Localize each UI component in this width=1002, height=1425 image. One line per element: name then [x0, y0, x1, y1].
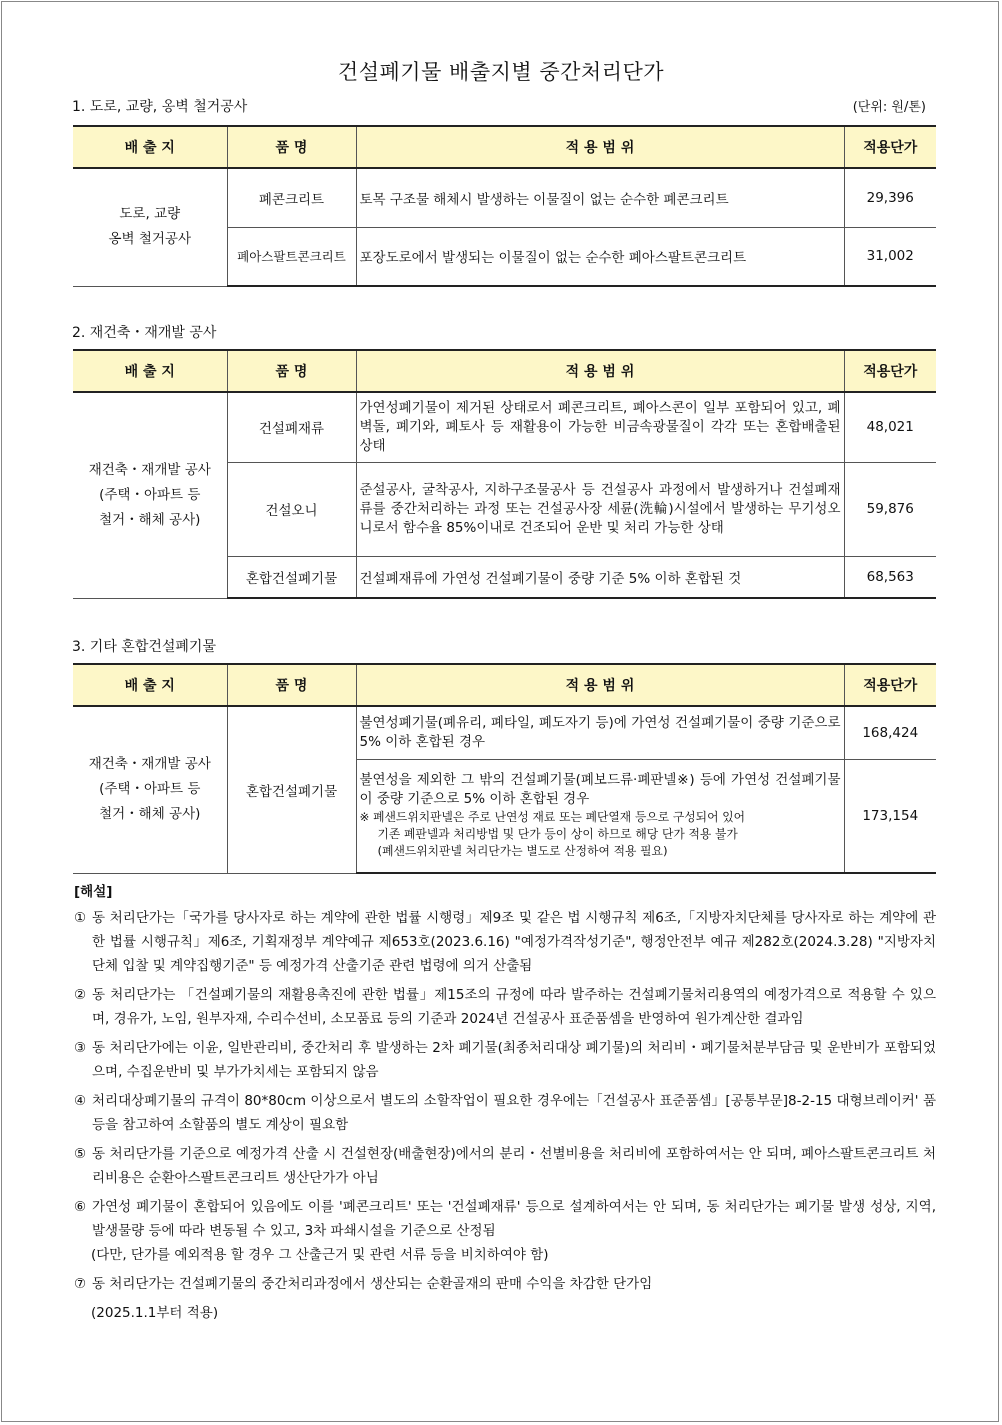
page-title: 건설폐기물 배출지별 중간처리단가 — [337, 60, 665, 84]
price-cell: 173,154 — [844, 759, 936, 873]
scope-cell: 건설폐재류에 가연성 건설폐기물이 중량 기준 5% 이하 혼합된 것 — [356, 556, 844, 598]
item-cell: 건설오니 — [227, 462, 356, 556]
source-cell: 재건축・재개발 공사 (주택・아파트 등 철거・해체 공사) — [73, 706, 227, 873]
scope-cell: 준설공사, 굴착공사, 지하구조물공사 등 건설공사 과정에서 발생하거나 건설폐재류를 중간처리하는 과정 또는 건설공사장 세륜(洗輪)시설에서 발생하는 무기성오니로서 함수율 85%이내로 건조되어 운반 및 처리 가능한 상태 — [356, 462, 844, 556]
item-number: ⑥ — [74, 1199, 87, 1215]
explanation-item — [74, 906, 936, 978]
header-price: 적용단가 — [844, 126, 936, 168]
table-header-row — [73, 664, 936, 706]
item-text: 동 처리단가는 건설폐기물의 중간처리과정에서 생산되는 순환골재의 판매 수익을 차감한 단가임 — [92, 1276, 653, 1292]
item-cell: 폐콘크리트 — [227, 168, 356, 227]
item-number: ⑤ — [74, 1146, 87, 1162]
table-header-row — [73, 126, 936, 168]
section3-table — [73, 663, 936, 874]
section1-heading: 1. 도로, 교량, 옹벽 철거공사 — [72, 99, 248, 115]
item-number: ② — [74, 987, 87, 1003]
header-item: 품 명 — [227, 664, 356, 706]
explanation-section — [74, 880, 936, 1325]
price-cell: 68,563 — [844, 556, 936, 598]
item-number: ① — [74, 910, 87, 926]
note-line-1: ※ 폐샌드위치판넬은 주로 난연성 재료 또는 폐단열재 등으로 구성되어 있어 — [359, 810, 746, 825]
item-number: ④ — [74, 1093, 87, 1109]
item-extra-note: (다만, 단가를 예외적용 할 경우 그 산출근거 및 관련 서류 등을 비치하여야 함) — [91, 1247, 549, 1263]
item-text: 처리대상폐기물의 규격이 80*80cm 이상으로서 별도의 소할작업이 필요한 경우에는「건설공사 표준품셈」[공통부문]8-2-15 대형브레이커' 품 등을 참고하여 소할품의 별도 계상이 필요함 — [92, 1093, 936, 1133]
header-source: 배 출 지 — [73, 126, 227, 168]
item-cell: 혼합건설폐기물 — [227, 706, 356, 873]
header-price: 적용단가 — [844, 350, 936, 392]
item-text: 동 처리단가는「국가를 당사자로 하는 계약에 관한 법률 시행령」제9조 및 같은 법 시행규칙 제6조,「지방자치단체를 당사자로 하는 계약에 관한 법률 시행규칙」제6조, 기획재정부 계약예규 제653호(2023.6.16) "예정가격작성기준", 행정안전부 예규 제282호(2024.3.28) "지방자치단체 입찰 및 계약집행기준" 등 예정가격 산출기준 관련 법령에 의거 산출됨 — [92, 910, 936, 974]
explanation-item — [74, 983, 936, 1031]
header-scope: 적 용 범 위 — [356, 350, 844, 392]
scope-cell: 불연성폐기물(폐유리, 폐타일, 폐도자기 등)에 가연성 건설폐기물이 중량 기준으로 5% 이하 혼합된 경우 — [356, 706, 844, 759]
explanation-item — [74, 1272, 936, 1296]
source-cell: 도로, 교량 옹벽 철거공사 — [73, 168, 227, 286]
scope-cell: 포장도로에서 발생되는 이물질이 없는 순수한 폐아스팔트콘크리트 — [356, 227, 844, 286]
item-text: 동 처리단가는 「건설폐기물의 재활용촉진에 관한 법률」제15조의 규정에 따라 발주하는 건설폐기물처리용역의 예정가격으로 적용할 수 있으며, 경유가, 노임, 원부자재, 수리수선비, 소모품료 등의 기준과 2024년 건설공사 표준품셈을 반영하여 원가계산한 결과임 — [92, 987, 936, 1027]
price-cell: 29,396 — [844, 168, 936, 227]
header-item: 품 명 — [227, 126, 356, 168]
price-cell: 31,002 — [844, 227, 936, 286]
header-price: 적용단가 — [844, 664, 936, 706]
unit-label: (단위: 원/톤) — [852, 100, 926, 115]
header-scope: 적 용 범 위 — [356, 126, 844, 168]
table-row — [73, 392, 936, 462]
table-row — [73, 706, 936, 759]
item-text: 동 처리단가를 기준으로 예정가격 산출 시 건설현장(배출현장)에서의 분리・선별비용을 처리비에 포함하여서는 안 되며, 폐아스팔트콘크리트 처리비용은 순환아스팔트콘크리트 생산단가가 아님 — [92, 1146, 936, 1186]
section3-heading: 3. 기타 혼합건설폐기물 — [72, 639, 216, 655]
explanation-heading: [해설] — [74, 884, 113, 900]
header-item: 품 명 — [227, 350, 356, 392]
source-cell: 재건축・재개발 공사 (주택・아파트 등 철거・해체 공사) — [73, 392, 227, 598]
explanation-item — [74, 1089, 936, 1137]
header-source: 배 출 지 — [73, 350, 227, 392]
note-line-2: 기존 폐판넬과 처리방법 및 단가 등이 상이 하므로 해당 단가 적용 불가 — [377, 827, 738, 842]
price-cell: 48,021 — [844, 392, 936, 462]
note-line-3: (폐샌드위치판넬 처리단가는 별도로 산정하여 적용 필요) — [377, 844, 668, 859]
section1-table — [73, 125, 936, 287]
price-cell: 168,424 — [844, 706, 936, 759]
item-number: ③ — [74, 1040, 87, 1056]
effective-date: (2025.1.1부터 적용) — [91, 1305, 219, 1321]
scope-note — [360, 809, 841, 860]
scope-cell: 가연성폐기물이 제거된 상태로서 폐콘크리트, 폐아스콘이 일부 포함되어 있고, 폐벽돌, 폐기와, 폐토사 등 재활용이 가능한 비금속광물질이 각각 또는 혼합배출된 상태 — [356, 392, 844, 462]
scope-text: 불연성을 제외한 그 밖의 건설폐기물(폐보드류·폐판넬※) 등에 가연성 건설폐기물이 중량 기준으로 5% 이하 혼합된 경우 — [359, 772, 841, 808]
price-cell: 59,876 — [844, 462, 936, 556]
header-scope: 적 용 범 위 — [356, 664, 844, 706]
header-source: 배 출 지 — [73, 664, 227, 706]
scope-cell — [356, 759, 844, 873]
explanation-item — [74, 1142, 936, 1190]
explanation-item — [74, 1036, 936, 1084]
explanation-item — [74, 1195, 936, 1243]
table-header-row — [73, 350, 936, 392]
table-row — [73, 168, 936, 227]
item-cell: 건설폐재류 — [227, 392, 356, 462]
section2-table — [73, 349, 936, 599]
item-cell: 폐아스팔트콘크리트 — [227, 227, 356, 286]
item-number: ⑦ — [74, 1276, 87, 1292]
section2-heading: 2. 재건축・재개발 공사 — [72, 325, 217, 341]
item-cell: 혼합건설폐기물 — [227, 556, 356, 598]
item-text: 동 처리단가에는 이윤, 일반관리비, 중간처리 후 발생하는 2차 폐기물(최종처리대상 폐기물)의 처리비・폐기물처분부담금 및 운반비가 포함되었으며, 수집운반비 및 부가가치세는 포함되지 않음 — [92, 1040, 936, 1080]
item-text: 가연성 폐기물이 혼합되어 있음에도 이를 '폐콘크리트' 또는 '건설폐재류' 등으로 설계하여서는 안 되며, 동 처리단가는 폐기물 발생 성상, 지역, 발생물량 등에 따라 변동될 수 있고, 3차 파쇄시설을 기준으로 산정됨 — [92, 1199, 936, 1239]
scope-cell: 토목 구조물 해체시 발생하는 이물질이 없는 순수한 폐콘크리트 — [356, 168, 844, 227]
